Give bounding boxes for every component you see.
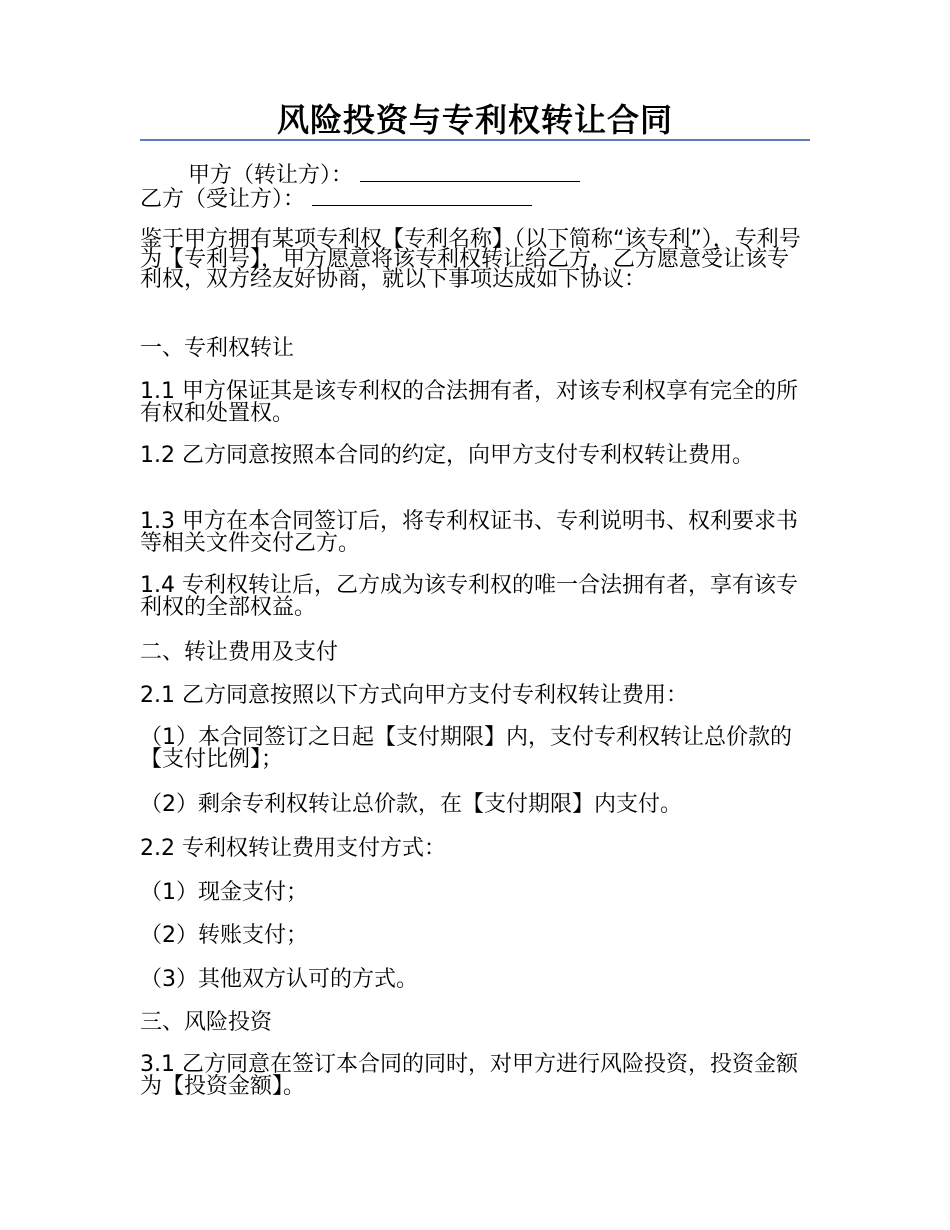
party-b-label: 乙方（受让方）：: [140, 187, 306, 212]
section-heading: 三、风险投资: [140, 1010, 273, 1035]
party-a-blank: [360, 161, 580, 182]
clause: 2.2 专利权转让费用支付方式：: [140, 836, 446, 861]
clause: 2.1 乙方同意按照以下方式向甲方支付专利权转让费用：: [140, 683, 688, 708]
party-a-line: [188, 161, 580, 188]
clause: 1.2 乙方同意按照本合同的约定，向甲方支付专利权转让费用。: [140, 443, 754, 468]
clause: 1.1 甲方保证其是该专利权的合法拥有者，对该专利权享有完全的所有权和处置权。: [140, 379, 798, 426]
section-heading: 二、转让费用及支付: [140, 640, 339, 665]
document-title: 风险投资与专利权转让合同: [276, 101, 673, 139]
clause: （2）转账支付；: [140, 923, 308, 948]
party-b-line: [140, 185, 532, 212]
clause: （3）其他双方认可的方式。: [140, 967, 418, 992]
intro-paragraph: 鉴于甲方拥有某项专利权【专利名称】（以下简称“该专利”），专利号为【专利号】，甲方愿意将该专利权转让给乙方，乙方愿意受让该专利权，双方经友好协商，就以下事项达成如下协议：: [140, 227, 801, 292]
clause: 1.3 甲方在本合同签订后，将专利权证书、专利说明书、权利要求书等相关文件交付乙方。: [140, 509, 798, 556]
party-b-blank: [312, 185, 532, 206]
clause: 1.4 专利权转让后，乙方成为该专利权的唯一合法拥有者，享有该专利权的全部权益。: [140, 573, 798, 620]
title-underline: [140, 139, 810, 141]
party-a-label: 甲方（转让方）：: [188, 163, 354, 188]
clause: （1）现金支付；: [140, 880, 308, 905]
clause: （1）本合同签订之日起【支付期限】内，支付专利权转让总价款的【支付比例】；: [140, 725, 792, 772]
clause: （2）剩余专利权转让总价款，在【支付期限】内支付。: [140, 792, 682, 817]
clause: 3.1 乙方同意在签订本合同的同时，对甲方进行风险投资，投资金额为【投资金额】。: [140, 1052, 798, 1099]
section-heading: 一、专利权转让: [140, 336, 295, 361]
